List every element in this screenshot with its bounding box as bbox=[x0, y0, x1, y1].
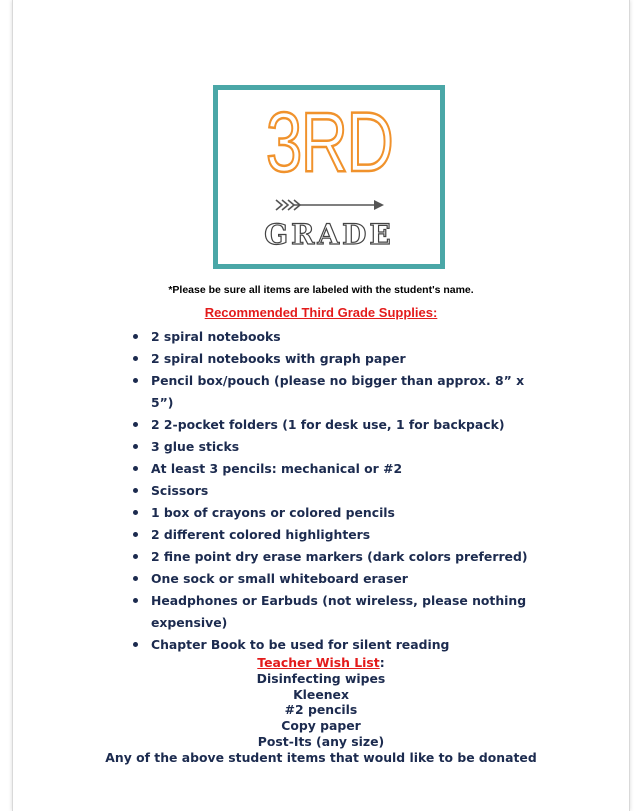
list-item: 2 spiral notebooks with graph paper bbox=[121, 348, 541, 370]
logo-title: 3RD bbox=[265, 95, 393, 189]
bullet-icon bbox=[133, 554, 138, 559]
wish-list bbox=[13, 655, 629, 766]
supplies-heading-colon: : bbox=[432, 305, 438, 320]
wish-list-title: Teacher Wish List bbox=[257, 655, 380, 670]
list-item: Headphones or Earbuds (not wireless, please nothing expensive) bbox=[121, 590, 541, 634]
list-item: 1 box of crayons or colored pencils bbox=[121, 502, 541, 524]
bullet-icon bbox=[133, 356, 138, 361]
bullet-icon bbox=[133, 510, 138, 515]
wish-item: Any of the above student items that would like to be donated bbox=[105, 749, 537, 765]
bullet-icon bbox=[133, 598, 138, 603]
wish-list-colon: : bbox=[379, 655, 385, 670]
bullet-icon bbox=[133, 466, 138, 471]
bullet-icon bbox=[133, 378, 138, 383]
bullet-icon bbox=[133, 642, 138, 647]
bullet-icon bbox=[133, 576, 138, 581]
wish-item: Disinfecting wipes bbox=[256, 670, 386, 686]
list-item: 2 2-pocket folders (1 for desk use, 1 for backpack) bbox=[121, 414, 541, 436]
list-item: 3 glue sticks bbox=[121, 436, 541, 458]
list-item: 2 fine point dry erase markers (dark colors preferred) bbox=[121, 546, 541, 568]
wish-item: Post-Its (any size) bbox=[257, 733, 385, 749]
list-item: 2 different colored highlighters bbox=[121, 524, 541, 546]
supplies-list bbox=[121, 326, 541, 656]
supplies-heading-text: Recommended Third Grade Supplies bbox=[204, 305, 433, 320]
grade-logo bbox=[213, 85, 445, 269]
bullet-icon bbox=[133, 488, 138, 493]
bullet-icon bbox=[133, 422, 138, 427]
wish-item: Kleenex bbox=[293, 686, 349, 702]
list-item: One sock or small whiteboard eraser bbox=[121, 568, 541, 590]
bullet-icon bbox=[133, 532, 138, 537]
list-item: 2 spiral notebooks bbox=[121, 326, 541, 348]
wish-list-heading bbox=[13, 655, 629, 671]
label-note: *Please be sure all items are labeled with the student's name. bbox=[168, 284, 474, 296]
list-item: At least 3 pencils: mechanical or #2 bbox=[121, 458, 541, 480]
document-page bbox=[12, 0, 630, 811]
bullet-icon bbox=[133, 334, 138, 339]
supplies-heading bbox=[13, 305, 629, 320]
list-item: Scissors bbox=[121, 480, 541, 502]
list-item: Chapter Book to be used for silent reading bbox=[121, 634, 541, 656]
list-item: Pencil box/pouch (please no bigger than approx. 8” x 5”) bbox=[121, 370, 541, 414]
wish-item: Copy paper bbox=[281, 718, 361, 734]
bullet-icon bbox=[133, 444, 138, 449]
arrow-icon bbox=[274, 198, 386, 212]
wish-item: #2 pencils bbox=[284, 702, 358, 718]
logo-subtitle: GRADE bbox=[264, 218, 394, 251]
